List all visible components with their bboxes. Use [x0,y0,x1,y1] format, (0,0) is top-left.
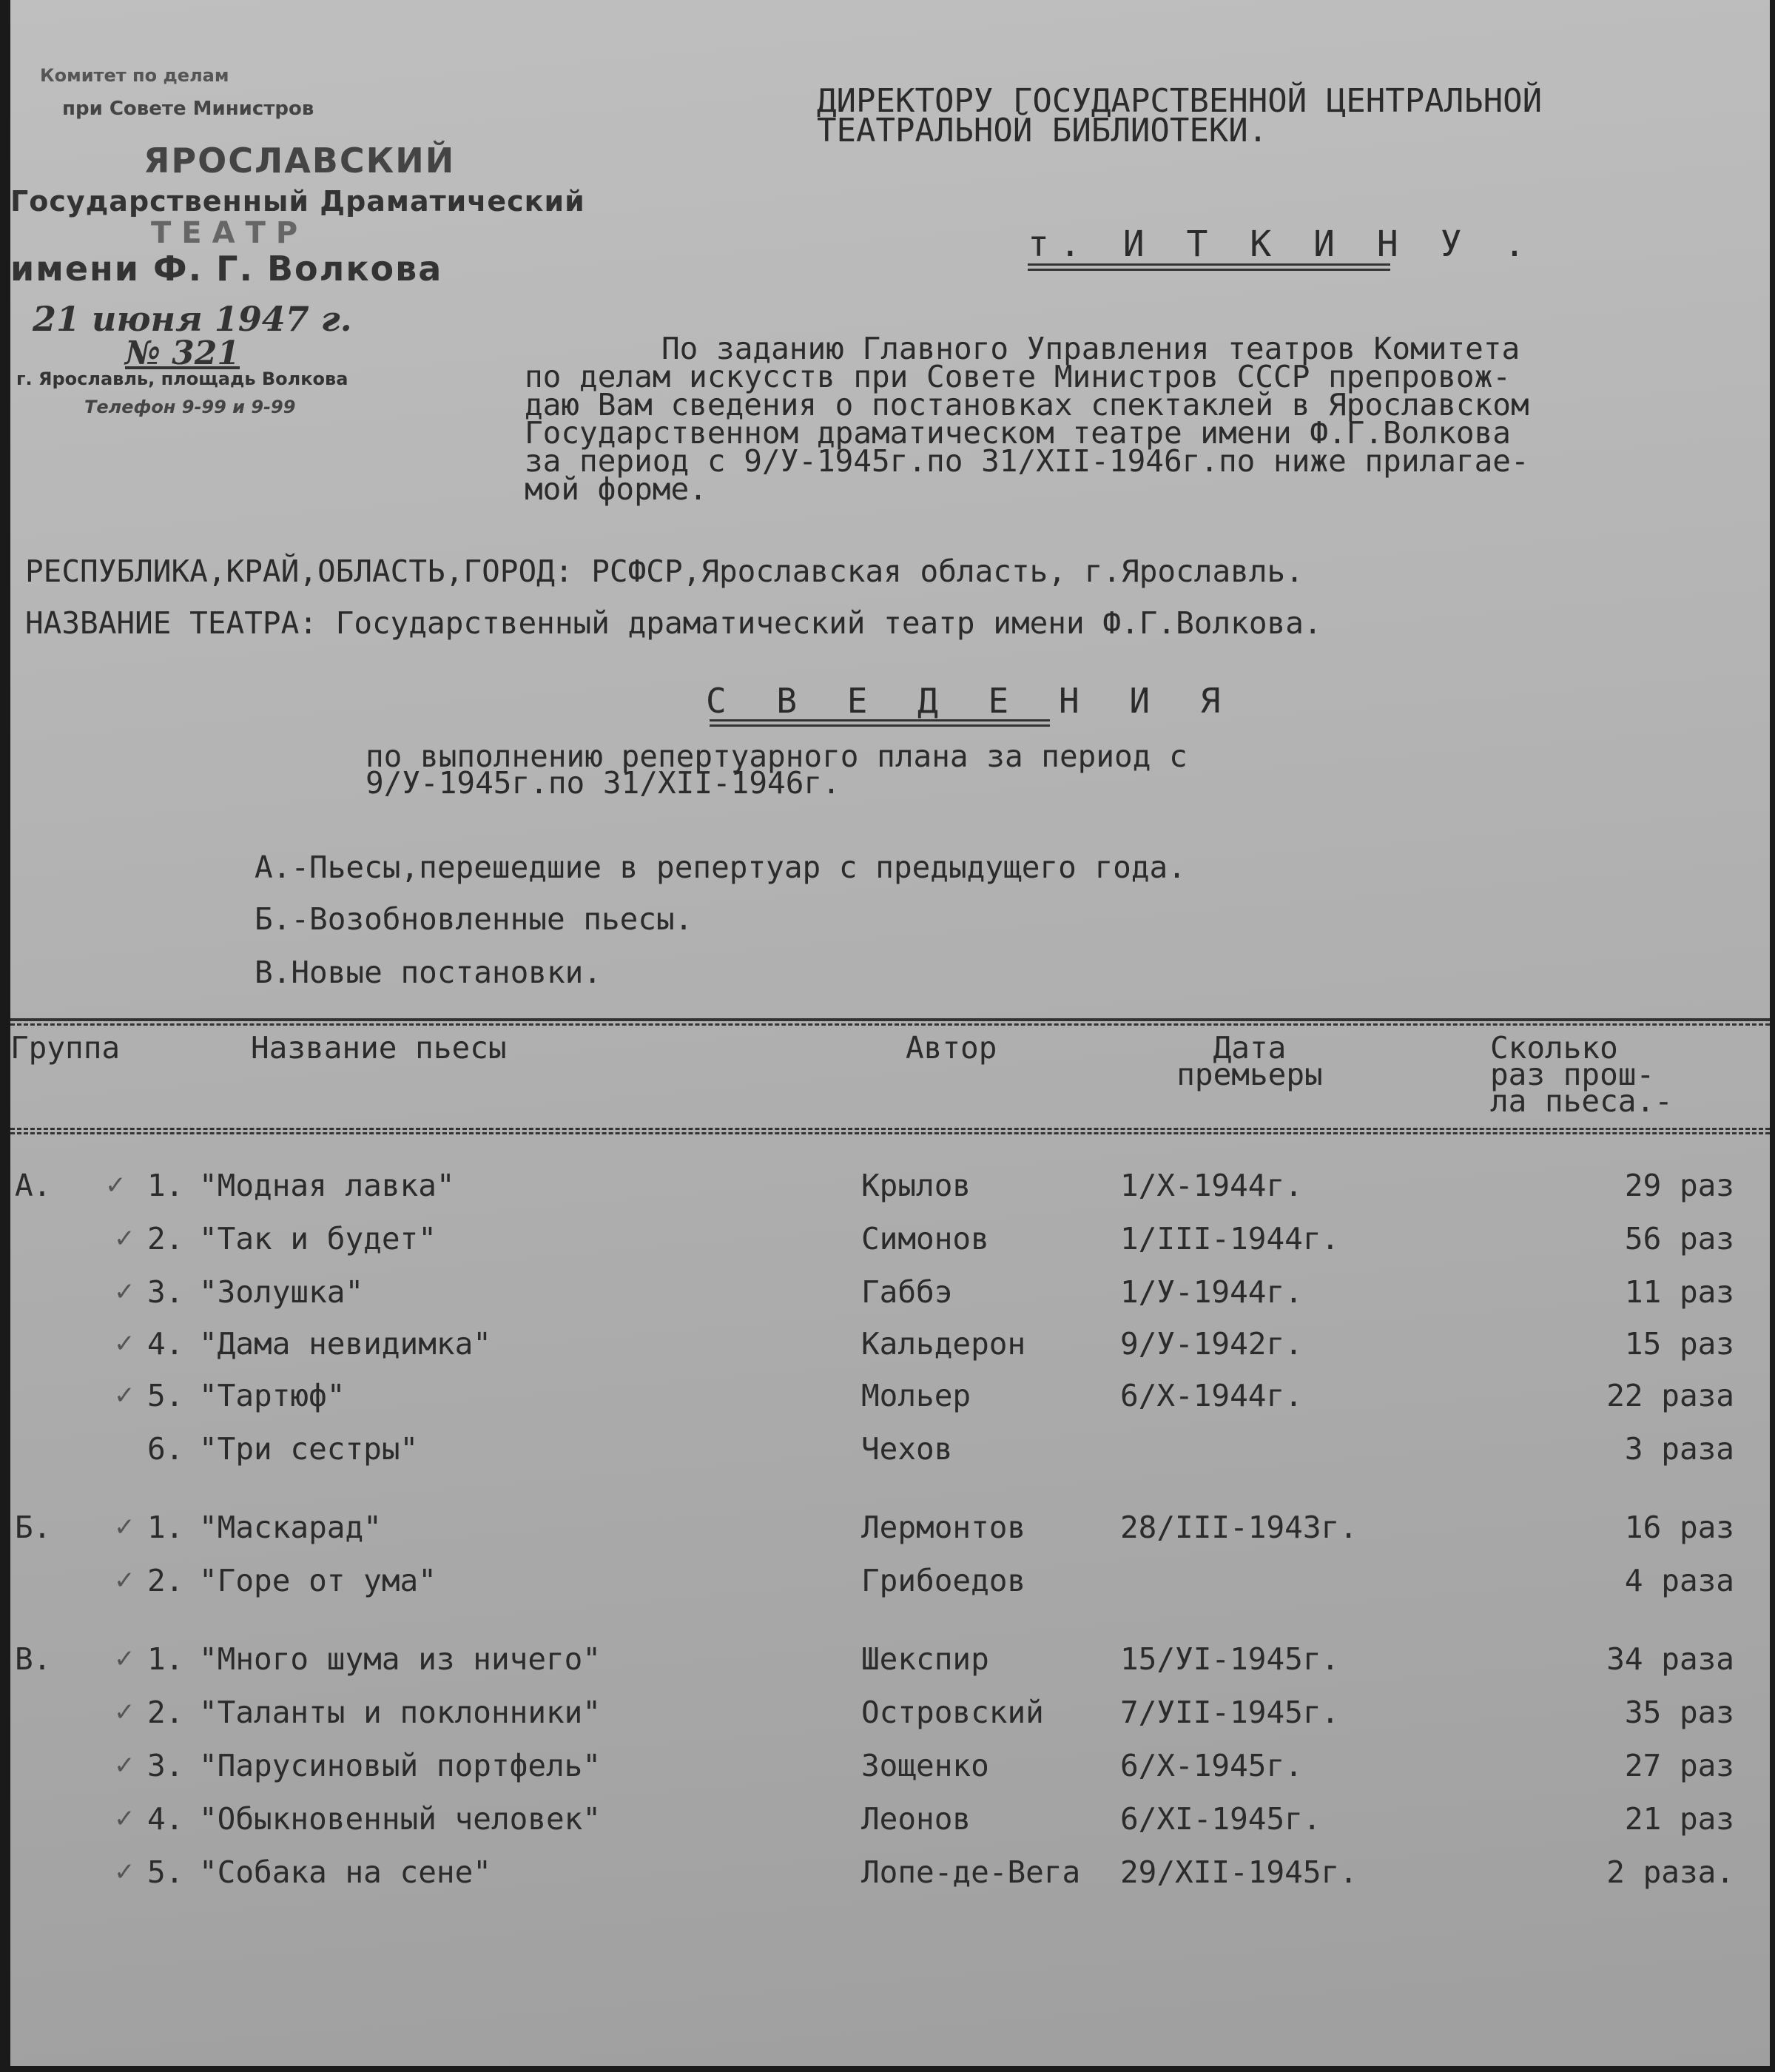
row-performance-count: 2 раза. [1606,1854,1734,1890]
region-line: РЕСПУБЛИКА,КРАЙ,ОБЛАСТЬ,ГОРОД: РСФСР,Ярославская область, г.Ярославль. [25,554,1304,589]
row-author: Кальдерон [861,1326,1026,1362]
row-performance-count: 22 раза [1606,1378,1734,1413]
row-number: 5. [147,1378,184,1413]
row-play-title: "Модная лавка" [199,1168,455,1203]
group-a-legend: А.-Пьесы,перешедшие в репертуар с предыдущего года. [255,850,1186,885]
header-group: Группа [10,1030,121,1066]
row-performance-count: 3 раза [1624,1431,1734,1467]
header-premiere [1153,1030,1346,1092]
stamp-line-council: при Совете Министров [62,98,314,120]
stamp-line-state-drama: Государственный Драматический [10,185,585,218]
report-subtitle-line-1: по выполнению репертуарного плана за период с [366,739,1188,774]
row-play-title: "Таланты и поклонники" [199,1695,602,1730]
body-line-3: даю Вам сведения о постановках спектаклей в Ярославском [525,387,1529,423]
checkmark-icon: ✓ [114,1329,135,1359]
row-group-label: А. [15,1168,52,1203]
body-line-1: По заданию Главного Управления театров Комитета [661,331,1520,366]
row-play-title: "Золушка" [199,1274,364,1310]
row-performance-count: 11 раз [1624,1274,1734,1310]
row-play-title: "Три сестры" [199,1431,419,1467]
row-performance-count: 56 раз [1624,1221,1734,1257]
checkmark-icon: ✓ [114,1857,135,1887]
row-performance-count: 34 раза [1606,1641,1734,1677]
body-line-5: за период с 9/У-1945г.по 31/XII-1946г.по ниже прилагае- [525,443,1529,479]
addressee-underline [1028,263,1390,271]
row-play-title: "Обыкновенный человек" [199,1801,602,1837]
header-count-line-2: раз прош- [1490,1057,1655,1092]
row-play-title: "Горе от ума" [199,1563,437,1598]
row-number: 2. [147,1563,184,1598]
checkmark-icon: ✓ [114,1698,135,1727]
row-premiere-date: 6/XI-1945г. [1120,1801,1321,1837]
header-count [1490,1030,1742,1119]
row-author: Островский [861,1695,1044,1730]
report-subtitle-line-2: 9/У-1945г.по 31/XII-1946г. [366,765,841,801]
row-number: 3. [147,1274,184,1310]
body-line-4: Государственном драматическом театре имени Ф.Г.Волкова [525,415,1511,451]
row-number: 5. [147,1854,184,1890]
row-play-title: "Так и будет" [199,1221,437,1257]
row-author: Лермонтов [861,1510,1026,1545]
row-play-title: "Дама невидимка" [199,1326,491,1362]
row-author: Мольер [861,1378,971,1413]
header-count-line-1: Сколько [1490,1030,1618,1066]
addressee-line-1: ДИРЕКТОРУ ГОСУДАРСТВЕННОЙ ЦЕНТРАЛЬНОЙ [817,82,1543,120]
body-line-6: мой форме. [525,471,707,507]
stamp-line-named: имени Ф. Г. Волкова [10,249,443,289]
row-premiere-date: 6/X-1944г. [1120,1378,1303,1413]
row-premiere-date: 28/III-1943г. [1120,1510,1358,1545]
row-performance-count: 15 раз [1624,1326,1734,1362]
header-premiere-line-2: премьеры [1176,1057,1323,1092]
checkmark-icon: ✓ [114,1644,135,1674]
row-premiere-date: 6/X-1945г. [1120,1748,1303,1783]
checkmark-icon: ✓ [114,1751,135,1780]
header-count-line-3: ла пьеса.- [1490,1083,1673,1119]
row-play-title: "Много шума из ничего" [199,1641,602,1677]
row-author: Зощенко [861,1748,989,1783]
stamp-address: г. Ярославль, площадь Волкова [16,369,348,389]
row-number: 6. [147,1431,184,1467]
row-number: 4. [147,1801,184,1837]
checkmark-icon: ✓ [114,1566,135,1595]
table-header-rule-2 [10,1132,1770,1134]
row-author: Крылов [861,1168,971,1203]
row-group-label: В. [15,1641,52,1677]
row-premiere-date: 7/УII-1945г. [1120,1695,1340,1730]
row-premiere-date: 1/X-1944г. [1120,1168,1303,1203]
row-premiere-date: 1/III-1944г. [1120,1221,1340,1257]
group-c-legend: В.Новые постановки. [255,955,602,990]
checkmark-icon: ✓ [114,1804,135,1834]
table-top-rule [10,1018,1770,1026]
checkmark-icon: ✓ [114,1224,135,1254]
row-author: Чехов [861,1431,953,1467]
row-author: Лопе-де-Вега [861,1854,1081,1890]
row-author: Габбэ [861,1274,953,1310]
row-number: 1. [147,1168,184,1203]
stamp-date: 21 июня 1947 г. [33,299,352,339]
row-author: Симонов [861,1221,989,1257]
header-premiere-line-1: Дата [1213,1030,1287,1066]
row-play-title: "Собака на сене" [199,1854,491,1890]
row-performance-count: 21 раз [1624,1801,1734,1837]
row-performance-count: 16 раз [1624,1510,1734,1545]
row-premiere-date: 1/У-1944г. [1120,1274,1303,1310]
header-author: Автор [906,1030,997,1066]
theatre-name-line: НАЗВАНИЕ ТЕАТРА: Государственный драматический театр имени Ф.Г.Волкова. [25,605,1322,641]
document-page [10,0,1770,2066]
row-performance-count: 35 раз [1624,1695,1734,1730]
row-play-title: "Парусиновый портфель" [199,1748,602,1783]
row-performance-count: 4 раза [1624,1563,1734,1598]
report-title: С В Е Д Е Н И Я [706,681,1236,721]
row-play-title: "Маскарад" [199,1510,382,1545]
checkmark-icon: ✓ [114,1513,135,1542]
row-group-label: Б. [15,1510,52,1545]
header-title: Название пьесы [251,1030,507,1066]
body-line-2: по делам искусств при Совете Министров СССР препровож- [525,359,1511,394]
row-number: 2. [147,1695,184,1730]
stamp-line-city: ЯРОСЛАВСКИЙ [144,141,456,181]
row-performance-count: 29 раз [1624,1168,1734,1203]
addressee-name: т. И Т К И Н У . [1028,223,1536,265]
checkmark-icon: ✓ [114,1381,135,1410]
row-play-title: "Тартюф" [199,1378,346,1413]
row-number: 1. [147,1510,184,1545]
row-author: Грибоедов [861,1563,1026,1598]
checkmark-icon: ✓ [114,1277,135,1307]
stamp-line-theatre: ТЕАТР [151,216,309,250]
stamp-phone: Телефон 9-99 и 9-99 [84,397,296,417]
row-number: 2. [147,1221,184,1257]
stamp-line-committee: Комитет по делам [40,65,229,86]
row-premiere-date: 9/У-1942г. [1120,1326,1303,1362]
addressee-line-2: ТЕАТРАЛЬНОЙ БИБЛИОТЕКИ. [817,112,1268,149]
row-number: 4. [147,1326,184,1362]
row-number: 3. [147,1748,184,1783]
row-premiere-date: 15/УI-1945г. [1120,1641,1340,1677]
table-header-rule [10,1128,1770,1130]
row-number: 1. [147,1641,184,1677]
row-author: Шекспир [861,1641,989,1677]
report-title-underline [710,719,1050,727]
row-premiere-date: 29/XII-1945г. [1120,1854,1358,1890]
row-performance-count: 27 раз [1624,1748,1734,1783]
stamp-number: № 321 [125,334,240,372]
group-b-legend: Б.-Возобновленные пьесы. [255,901,693,937]
row-author: Леонов [861,1801,971,1837]
checkmark-icon: ✓ [105,1171,127,1200]
